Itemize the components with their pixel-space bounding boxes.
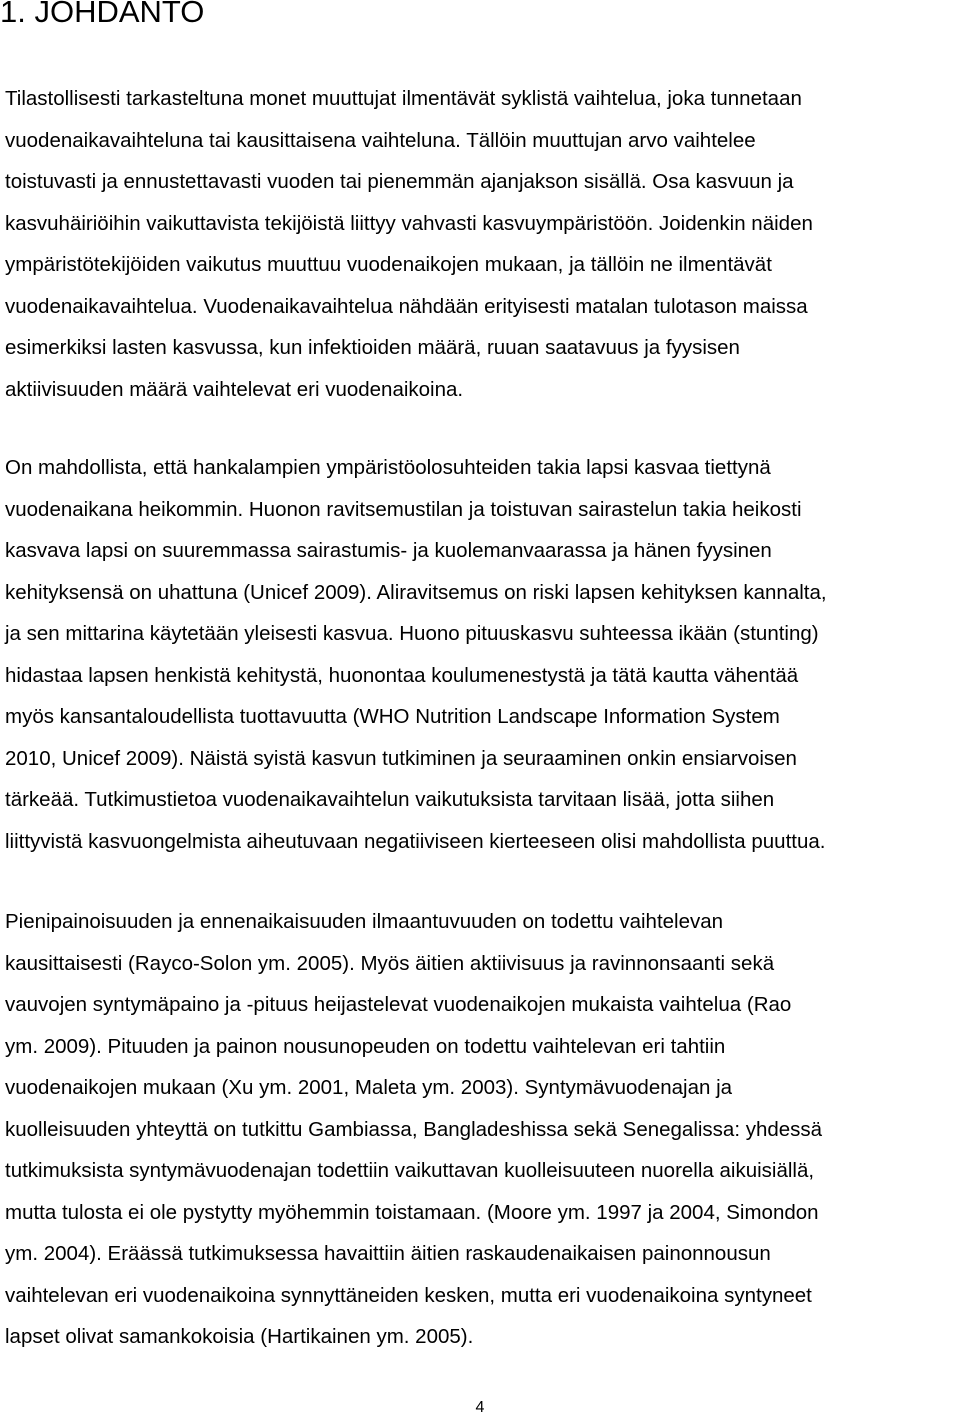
text-line: kehityksensä on uhattuna (Unicef 2009). Aliravitsemus on riski lapsen kehityksen kannalta, [5,580,827,604]
text-line: ja sen mittarina käytetään yleisesti kasvua. Huono pituuskasvu suhteessa ikään (stunting) [5,622,819,645]
text-line: ympäristötekijöiden vaikutus muuttuu vuodenaikojen mukaan, ja tällöin ne ilmentävät [5,253,772,276]
text-line: mutta tulosta ei ole pystytty myöhemmin toistamaan. (Moore ym. 1997 ja 2004, Simondon [5,1200,819,1224]
text-line: ym. 2009). Pituuden ja painon nousunopeuden on todettu vaihtelevan eri tahtiin [5,1034,726,1058]
text-line: tärkeää. Tutkimustietoa vuodenaikavaihtelun vaikutuksista tarvitaan lisää, jotta siihen [5,788,775,811]
paragraph-3 [5,901,960,1358]
text-line: myös kansantaloudellista tuottavuutta (WHO Nutrition Landscape Information System [5,705,780,728]
paragraph-1 [5,78,960,410]
text-line: vauvojen syntymäpaino ja -pituus heijastelevat vuodenaikojen mukaista vaihtelua (Rao [5,993,792,1016]
text-line: tutkimuksista syntymävuodenajan todettiin vaikuttavan kuolleisuuteen nuorella aikuisiällä, [5,1159,815,1182]
text-line: 2010, Unicef 2009). Näistä syistä kasvun tutkiminen ja seuraaminen onkin ensiarvoisen [5,746,797,770]
text-line: vuodenaikavaihtelua. Vuodenaikavaihtelua nähdään erityisesti matalan tulotason maissa [5,294,808,318]
text-line: vuodenaikojen mukaan (Xu ym. 2001, Maleta ym. 2003). Syntymävuodenajan ja [5,1076,733,1099]
text-line: Tilastollisesti tarkasteltuna monet muuttujat ilmentävät syklistä vaihtelua, joka tunnetaan [5,87,802,110]
text-line: toistuvasti ja ennustettavasti vuoden tai pienemmän ajanjakson sisällä. Osa kasvuun ja [5,170,794,193]
text-line: kasvava lapsi on suuremmassa sairastumis- ja kuolemanvaarassa ja hänen fyysinen [5,539,772,562]
paragraph-2 [5,447,960,862]
text-line: aktiivisuuden määrä vaihtelevat eri vuodenaikoina. [5,377,464,401]
text-line: vaihtelevan eri vuodenaikoina synnyttäneiden kesken, mutta eri vuodenaikoina syntyneet [5,1283,812,1307]
text-line: lapset olivat samankokoisia (Hartikainen ym. 2005). [5,1325,474,1348]
text-line: vuodenaikana heikommin. Huonon ravitsemustilan ja toistuvan sairastelun takia heikosti [5,497,802,521]
text-line: kasvuhäiriöihin vaikuttavista tekijöistä liittyy vahvasti kasvuympäristöön. Joidenkin näiden [5,211,813,235]
text-line: ym. 2004). Eräässä tutkimuksessa havaittiin äitien raskaudenaikaisen painonnousun [5,1242,771,1265]
text-line: esimerkiksi lasten kasvussa, kun infektioiden määrä, ruuan saatavuus ja fyysisen [5,336,740,359]
text-line: On mahdollista, että hankalampien ympäristöolosuhteiden takia lapsi kasvaa tiettynä [5,456,771,479]
text-line: kausittaisesti (Rayco-Solon ym. 2005). Myös äitien aktiivisuus ja ravinnonsaanti sekä [5,951,775,975]
text-line: kuolleisuuden yhteyttä on tutkittu Gambiassa, Bangladeshissa sekä Senegalissa: yhdessä [5,1117,823,1141]
text-line: Pienipainoisuuden ja ennenaikaisuuden ilmaantuvuuden on todettu vaihtelevan [5,910,724,933]
section-heading: 1. JOHDANTO [0,0,205,29]
text-line: hidastaa lapsen henkistä kehitystä, huonontaa koulumenestystä ja tätä kautta vähentää [5,663,799,687]
text-line: liittyvistä kasvuongelmista aiheutuvaan negatiiviseen kierteeseen olisi mahdollista puuttua. [5,829,826,853]
text-line: vuodenaikavaihteluna tai kausittaisena vaihteluna. Tällöin muuttujan arvo vaihtelee [5,128,756,152]
page-number: 4 [475,1399,485,1416]
